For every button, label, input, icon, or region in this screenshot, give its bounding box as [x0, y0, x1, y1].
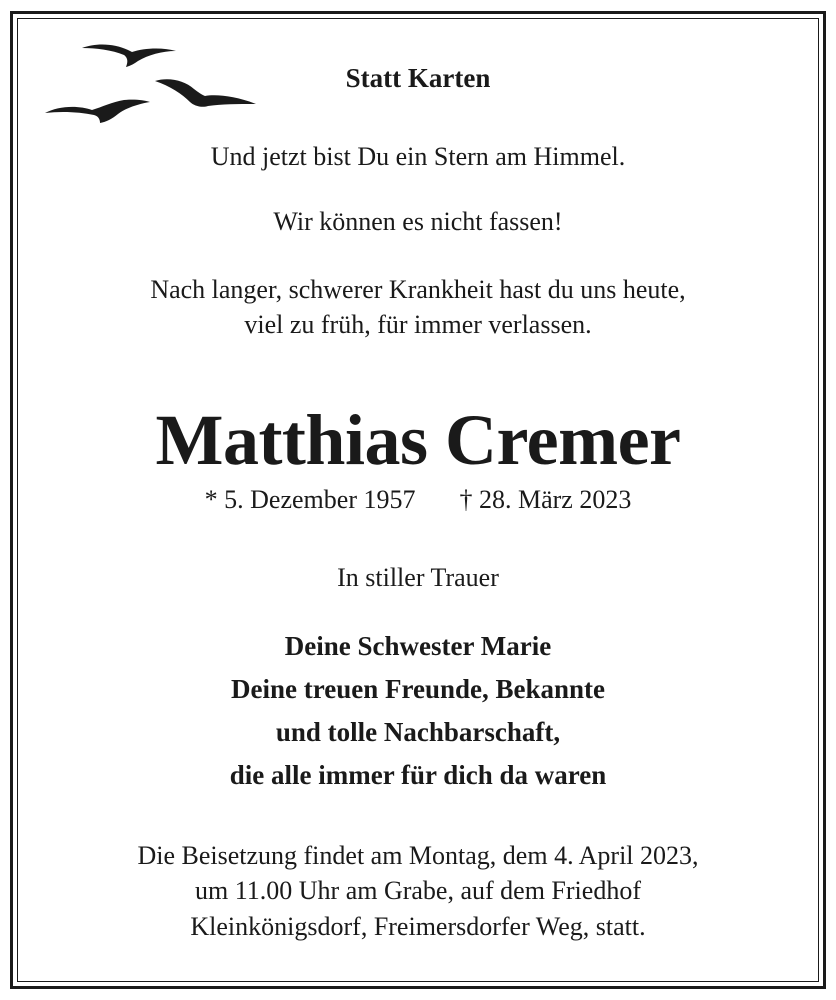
funeral-line-2: um 11.00 Uhr am Grabe, auf dem Friedhof	[195, 876, 641, 905]
mourner-line: und tolle Nachbarschaft,	[275, 717, 561, 747]
mourner-line: Deine Schwester Marie	[284, 631, 552, 661]
intro-line-2: Wir können es nicht fassen!	[273, 207, 563, 236]
funeral-line-1: Die Beisetzung findet am Montag, dem 4. April 2023,	[137, 841, 699, 870]
statt-karten-heading: Statt Karten	[345, 63, 491, 93]
deceased-name: Matthias Cremer	[155, 400, 681, 480]
life-dates	[0, 482, 836, 518]
mourning-intro: In stiller Trauer	[337, 563, 499, 592]
mourner-line: die alle immer für dich da waren	[229, 760, 607, 790]
death-date: † 28. März 2023	[459, 485, 632, 514]
intro-line-3: Nach langer, schwerer Krankheit hast du uns heute,	[150, 275, 686, 304]
birth-date: * 5. Dezember 1957	[204, 485, 416, 514]
mourner-line: Deine treuen Freunde, Bekannte	[231, 674, 605, 704]
intro-line-4: viel zu früh, für immer verlassen.	[244, 310, 592, 339]
funeral-line-3: Kleinkönigsdorf, Freimersdorfer Weg, statt.	[190, 912, 646, 941]
intro-line-1: Und jetzt bist Du ein Stern am Himmel.	[210, 142, 626, 171]
bird-3-icon	[45, 100, 150, 123]
